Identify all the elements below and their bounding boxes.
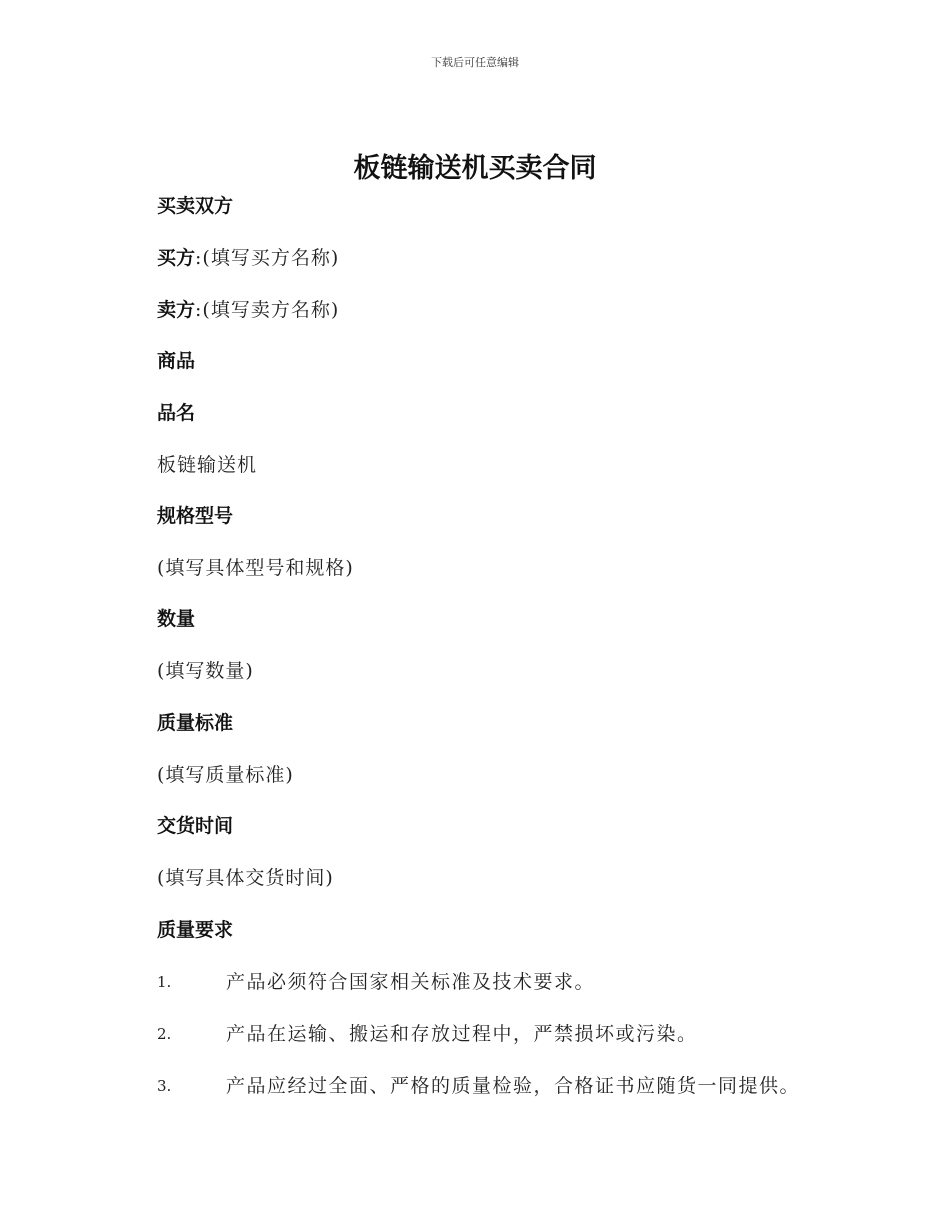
seller-line — [157, 298, 339, 322]
list-item-text: 产品必须符合国家相关标准及技术要求。 — [226, 971, 596, 993]
list-item-text: 产品在运输、搬运和存放过程中，严禁损坏或污染。 — [226, 1023, 698, 1045]
quality-standard-value: (填写质量标准) — [157, 764, 294, 786]
delivery-time-heading: 交货时间 — [157, 815, 234, 837]
goods-heading: 商品 — [157, 350, 196, 372]
parties-heading: 买卖双方 — [157, 195, 234, 217]
buyer-value: :(填写买方名称) — [195, 247, 340, 269]
buyer-label: 买方 — [157, 247, 196, 269]
list-item-number: 3. — [157, 1077, 172, 1095]
quality-standard-heading: 质量标准 — [157, 712, 234, 734]
seller-label: 卖方 — [157, 299, 196, 321]
quantity-heading: 数量 — [157, 608, 196, 630]
quality-requirements-heading: 质量要求 — [157, 919, 234, 941]
name-heading: 品名 — [157, 402, 196, 424]
delivery-time-value: (填写具体交货时间) — [157, 867, 334, 889]
seller-value: :(填写卖方名称) — [195, 299, 340, 321]
name-value: 板链输送机 — [157, 454, 258, 476]
spec-heading: 规格型号 — [157, 505, 234, 527]
list-item-number: 2. — [157, 1025, 172, 1043]
header-note: 下载后可任意编辑 — [431, 56, 519, 69]
document-title: 板链输送机买卖合同 — [353, 153, 597, 184]
quantity-value: (填写数量) — [157, 660, 254, 682]
list-item-number: 1. — [157, 973, 172, 991]
spec-value: (填写具体型号和规格) — [157, 557, 354, 579]
list-item-text: 产品应经过全面、严格的质量检验，合格证书应随货一同提供。 — [226, 1075, 801, 1097]
buyer-line — [157, 246, 339, 270]
